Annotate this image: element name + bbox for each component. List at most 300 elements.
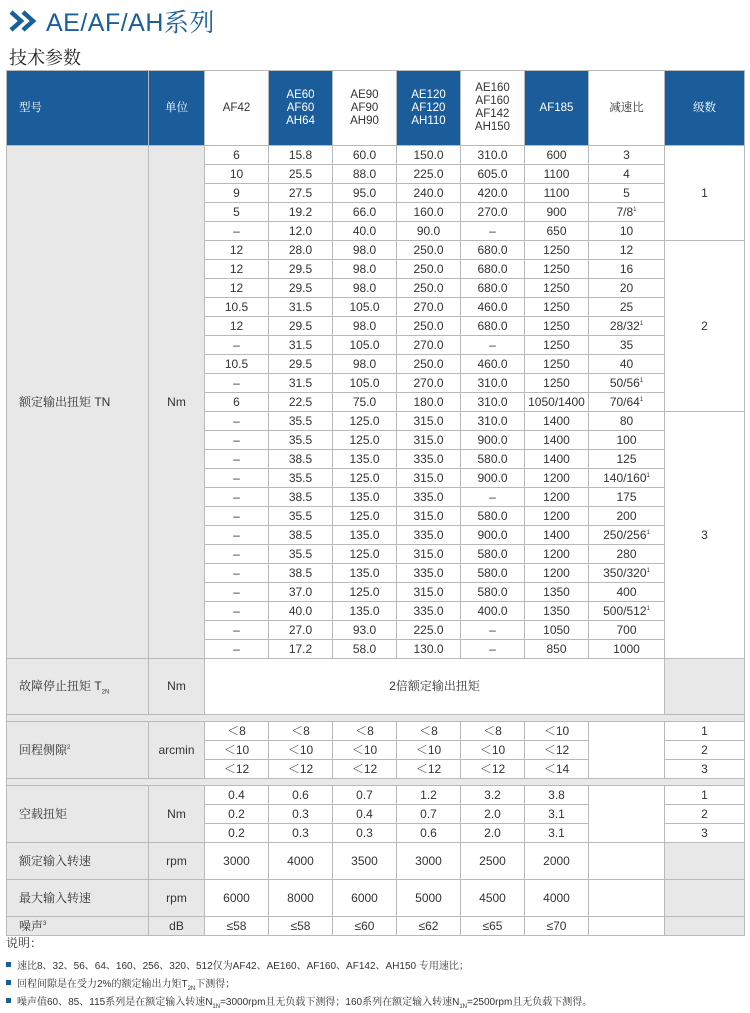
table-cell: 270.0 [461, 203, 525, 222]
table-cell: ＜8 [461, 722, 525, 741]
table-cell: 98.0 [333, 260, 397, 279]
emergency-torque-value: 2倍额定输出扭矩 [205, 659, 665, 715]
table-row [7, 880, 745, 917]
header-col: AE60 AF60 AH64 [269, 71, 333, 146]
table-cell: ＜10 [461, 741, 525, 760]
header-col: AE90 AF90 AH90 [333, 71, 397, 146]
table-cell: 1250 [525, 279, 589, 298]
ratio-cell: $50/56^1$ [589, 374, 665, 393]
empty-cell [589, 917, 665, 936]
table-cell: 125.0 [333, 545, 397, 564]
table-cell: 250.0 [397, 355, 461, 374]
table-cell: 93.0 [333, 621, 397, 640]
table-cell: 315.0 [397, 507, 461, 526]
table-cell: 2000 [525, 843, 589, 880]
table-cell: 2500 [461, 843, 525, 880]
note-item [6, 955, 744, 973]
header-ratio: 减速比 [589, 71, 665, 146]
empty-cell [665, 843, 745, 880]
spec-table [6, 70, 745, 936]
table-cell: – [461, 336, 525, 355]
note-text-part: 回程间隙是在受力2%的额定输出力矩T [17, 978, 188, 990]
table-cell: 315.0 [397, 431, 461, 450]
table-cell: 1250 [525, 336, 589, 355]
table-cell: ≤70 [525, 917, 589, 936]
table-cell: 225.0 [397, 165, 461, 184]
table-cell: ≤60 [333, 917, 397, 936]
table-cell: 335.0 [397, 450, 461, 469]
table-cell: 335.0 [397, 564, 461, 583]
table-cell: 160.0 [397, 203, 461, 222]
rated-torque-unit: Nm [149, 146, 205, 659]
table-cell: 22.5 [269, 393, 333, 412]
table-cell: 315.0 [397, 469, 461, 488]
table-cell: 135.0 [333, 450, 397, 469]
table-cell: 6000 [333, 880, 397, 917]
table-cell: 35.5 [269, 507, 333, 526]
table-row [7, 146, 745, 165]
max-input-speed-label: 最大输入转速 [7, 880, 149, 917]
footnote-mark: 3 [43, 920, 47, 927]
table-cell: 315.0 [397, 412, 461, 431]
table-cell: 250.0 [397, 260, 461, 279]
table-cell: – [205, 374, 269, 393]
ratio-cell: 400 [589, 583, 665, 602]
table-cell: 12.0 [269, 222, 333, 241]
ratio-cell: $500/512^1$ [589, 602, 665, 621]
ratio-cell: 700 [589, 621, 665, 640]
table-cell: 31.5 [269, 374, 333, 393]
table-cell: 35.5 [269, 469, 333, 488]
footnote-mark: 1 [639, 396, 644, 403]
table-cell: 5000 [397, 880, 461, 917]
table-cell: 105.0 [333, 336, 397, 355]
header-col: AF185 [525, 71, 589, 146]
ratio-cell: 25 [589, 298, 665, 317]
table-cell: 1400 [525, 450, 589, 469]
table-cell: 10 [205, 165, 269, 184]
table-cell: 3500 [333, 843, 397, 880]
table-row [7, 779, 745, 786]
table-cell: 38.5 [269, 450, 333, 469]
table-cell: 580.0 [461, 450, 525, 469]
table-cell: ＜8 [269, 722, 333, 741]
note-text [17, 975, 235, 990]
table-cell: ≤62 [397, 917, 461, 936]
table-cell: 250.0 [397, 279, 461, 298]
ratio-cell: 16 [589, 260, 665, 279]
table-cell: 10.5 [205, 298, 269, 317]
table-cell: 0.3 [333, 824, 397, 843]
ratio-cell: 80 [589, 412, 665, 431]
double-chevron-right-icon [8, 9, 42, 33]
ratio-cell: 20 [589, 279, 665, 298]
table-cell: 31.5 [269, 336, 333, 355]
table-cell: – [205, 621, 269, 640]
table-cell: 850 [525, 640, 589, 659]
ratio-cell: $7/8^1$ [589, 203, 665, 222]
subscript: 2N [187, 985, 196, 992]
table-cell: 1.2 [397, 786, 461, 805]
table-cell: – [205, 412, 269, 431]
table-cell: 31.5 [269, 298, 333, 317]
table-cell: – [205, 583, 269, 602]
table-cell: – [461, 640, 525, 659]
table-cell: 4500 [461, 880, 525, 917]
table-cell: 1350 [525, 602, 589, 621]
table-cell: ＜10 [333, 741, 397, 760]
table-cell: ＜12 [269, 760, 333, 779]
table-cell: 1100 [525, 184, 589, 203]
table-cell: ＜12 [333, 760, 397, 779]
table-cell: 0.4 [205, 786, 269, 805]
table-cell: 38.5 [269, 564, 333, 583]
page-header [8, 4, 215, 38]
table-cell: 130.0 [397, 640, 461, 659]
table-cell: ＜12 [205, 760, 269, 779]
table-cell: 28.0 [269, 241, 333, 260]
ratio-cell: $350/320^1$ [589, 564, 665, 583]
header-col: AE120 AF120 AH110 [397, 71, 461, 146]
table-cell: 3.1 [525, 824, 589, 843]
no-load-torque-label: 空载扭矩 [7, 786, 149, 843]
table-cell: 40.0 [333, 222, 397, 241]
table-cell: 135.0 [333, 526, 397, 545]
table-cell: ＜12 [525, 741, 589, 760]
table-cell: – [205, 336, 269, 355]
table-cell: 125.0 [333, 412, 397, 431]
table-row [7, 722, 745, 741]
table-cell: 12 [205, 279, 269, 298]
table-row [7, 715, 745, 722]
table-cell: 0.3 [269, 805, 333, 824]
table-cell: 58.0 [333, 640, 397, 659]
ratio-cell: 12 [589, 241, 665, 260]
table-cell: 335.0 [397, 488, 461, 507]
table-cell: 310.0 [461, 412, 525, 431]
table-cell: 580.0 [461, 507, 525, 526]
table-cell: 1250 [525, 317, 589, 336]
square-bullet-icon [6, 998, 11, 1003]
ratio-cell: 125 [589, 450, 665, 469]
table-cell: 35.5 [269, 412, 333, 431]
table-row [7, 786, 745, 805]
table-cell: ＜14 [525, 760, 589, 779]
page-title: AE/AF/AH系列 [46, 9, 215, 37]
table-cell: 1050 [525, 621, 589, 640]
table-cell: 29.5 [269, 355, 333, 374]
stage-cell: 2 [665, 741, 745, 760]
notes-list [6, 955, 744, 1009]
table-cell: 27.0 [269, 621, 333, 640]
table-cell: 2.0 [461, 805, 525, 824]
table-cell: 98.0 [333, 241, 397, 260]
table-cell: 8000 [269, 880, 333, 917]
notes-title: 说明： [6, 936, 43, 950]
table-cell: – [205, 564, 269, 583]
empty-cell [665, 917, 745, 936]
empty-cell [589, 722, 665, 779]
rated-torque-label: 额定输出扭矩 TN [7, 146, 149, 659]
table-cell: 1250 [525, 298, 589, 317]
table-cell: 1200 [525, 564, 589, 583]
table-cell: 900 [525, 203, 589, 222]
table-cell: 9 [205, 184, 269, 203]
ratio-cell: $250/256^1$ [589, 526, 665, 545]
table-cell: 98.0 [333, 279, 397, 298]
subscript: 2N [101, 689, 110, 696]
header-col: AE160 AF160 AF142 AH150 [461, 71, 525, 146]
table-cell: 2.0 [461, 824, 525, 843]
table-cell: 0.4 [333, 805, 397, 824]
table-cell: 1200 [525, 469, 589, 488]
table-cell: 90.0 [397, 222, 461, 241]
table-cell: 29.5 [269, 317, 333, 336]
table-cell: ＜10 [525, 722, 589, 741]
note-item [6, 991, 744, 1009]
table-cell: 3.8 [525, 786, 589, 805]
table-cell: 37.0 [269, 583, 333, 602]
table-cell: 0.7 [397, 805, 461, 824]
empty-cell [589, 880, 665, 917]
table-cell: 335.0 [397, 526, 461, 545]
stage-cell: 2 [665, 241, 745, 412]
table-cell: 310.0 [461, 374, 525, 393]
backlash-label: 回程侧隙$^2$ [7, 722, 149, 779]
table-cell: 250.0 [397, 241, 461, 260]
table-cell: – [205, 450, 269, 469]
table-cell: 3.2 [461, 786, 525, 805]
table-cell: 315.0 [397, 545, 461, 564]
table-cell: 900.0 [461, 526, 525, 545]
note-text [17, 993, 592, 1008]
note-item [6, 973, 744, 991]
table-cell: 4000 [525, 880, 589, 917]
table-cell: 0.3 [269, 824, 333, 843]
table-row [7, 843, 745, 880]
table-cell: – [205, 222, 269, 241]
stage-cell: 3 [665, 760, 745, 779]
table-cell: 38.5 [269, 526, 333, 545]
header-row [7, 71, 745, 146]
spec-table-body [7, 146, 745, 936]
table-cell: 1250 [525, 374, 589, 393]
table-row [7, 917, 745, 936]
ratio-cell: 4 [589, 165, 665, 184]
table-cell: ＜10 [205, 741, 269, 760]
table-cell: 95.0 [333, 184, 397, 203]
table-cell: 135.0 [333, 564, 397, 583]
table-cell: – [461, 621, 525, 640]
table-cell: – [461, 222, 525, 241]
table-cell: 225.0 [397, 621, 461, 640]
footnote-mark: 1 [646, 605, 650, 612]
header-stage: 级数 [665, 71, 745, 146]
empty-cell [665, 659, 745, 715]
ratio-cell: 3 [589, 146, 665, 165]
subscript: 1N [459, 1003, 467, 1010]
table-cell: ＜10 [397, 741, 461, 760]
table-cell: 680.0 [461, 317, 525, 336]
table-cell: 35.5 [269, 431, 333, 450]
table-cell: 900.0 [461, 431, 525, 450]
subscript: 1N [212, 1003, 221, 1010]
table-cell: 6 [205, 146, 269, 165]
table-cell: 10.5 [205, 355, 269, 374]
table-cell: 3000 [397, 843, 461, 880]
stage-cell: 1 [665, 722, 745, 741]
table-cell: – [205, 602, 269, 621]
table-cell: 98.0 [333, 355, 397, 374]
page-subtitle: 技术参数 [9, 48, 81, 68]
table-cell: 12 [205, 260, 269, 279]
table-cell: – [205, 469, 269, 488]
note-text-part: 噪声值60、85、115系列是在额定输入转速N [17, 996, 213, 1008]
no-load-torque-unit: Nm [149, 786, 205, 843]
ratio-cell: 40 [589, 355, 665, 374]
table-cell: 1200 [525, 507, 589, 526]
table-cell: 150.0 [397, 146, 461, 165]
table-cell: 580.0 [461, 564, 525, 583]
table-cell: 310.0 [461, 146, 525, 165]
table-cell: 580.0 [461, 583, 525, 602]
table-cell: 1200 [525, 545, 589, 564]
noise-label: 噪声$^3$ [7, 917, 149, 936]
table-cell: 88.0 [333, 165, 397, 184]
table-cell: 125.0 [333, 469, 397, 488]
table-cell: ＜12 [461, 760, 525, 779]
table-cell: ≤58 [205, 917, 269, 936]
note-text-part: 下测得； [195, 978, 236, 990]
table-cell: 605.0 [461, 165, 525, 184]
table-cell: 1250 [525, 260, 589, 279]
table-cell: 75.0 [333, 393, 397, 412]
section-break [7, 715, 745, 722]
empty-cell [589, 843, 665, 880]
table-cell: 1200 [525, 488, 589, 507]
footnote-mark: 2 [67, 744, 71, 751]
rated-input-speed-unit: rpm [149, 843, 205, 880]
table-cell: ＜10 [269, 741, 333, 760]
table-cell: 270.0 [397, 374, 461, 393]
note-text-part: =3000rpm且无负载下测得；160系列在额定输入转速N [220, 996, 460, 1008]
footnote-mark: 1 [646, 472, 650, 479]
table-cell: 40.0 [269, 602, 333, 621]
table-cell: 180.0 [397, 393, 461, 412]
table-cell: – [205, 431, 269, 450]
table-cell: 1050/1400 [525, 393, 589, 412]
table-cell: 15.8 [269, 146, 333, 165]
table-cell: 125.0 [333, 507, 397, 526]
section-break [7, 779, 745, 786]
table-cell: 460.0 [461, 355, 525, 374]
table-cell: 29.5 [269, 279, 333, 298]
footnote-mark: 1 [633, 206, 637, 213]
ratio-cell: 100 [589, 431, 665, 450]
ratio-cell: 280 [589, 545, 665, 564]
table-cell: 105.0 [333, 298, 397, 317]
table-cell: 1250 [525, 241, 589, 260]
table-cell: 135.0 [333, 602, 397, 621]
table-cell: 5 [205, 203, 269, 222]
ratio-cell: $140/160^1$ [589, 469, 665, 488]
note-text-part: =2500rpm且无负载下测得。 [466, 996, 593, 1008]
table-cell: 4000 [269, 843, 333, 880]
square-bullet-icon [6, 962, 11, 967]
table-cell: 650 [525, 222, 589, 241]
table-cell: 900.0 [461, 469, 525, 488]
table-cell: – [205, 526, 269, 545]
table-cell: 12 [205, 241, 269, 260]
table-cell: ＜8 [205, 722, 269, 741]
table-cell: 60.0 [333, 146, 397, 165]
ratio-cell: 200 [589, 507, 665, 526]
stage-cell: 3 [665, 824, 745, 843]
table-cell: 1350 [525, 583, 589, 602]
header-model: 型号 [7, 71, 149, 146]
emergency-torque-label: 故障停止扭矩 $T_{2N}$ [7, 659, 149, 715]
table-cell: – [461, 488, 525, 507]
table-cell: 3.1 [525, 805, 589, 824]
table-cell: 6000 [205, 880, 269, 917]
table-cell: 27.5 [269, 184, 333, 203]
table-cell: 35.5 [269, 545, 333, 564]
table-cell: ＜12 [397, 760, 461, 779]
table-cell: ＜8 [397, 722, 461, 741]
table-cell: 25.5 [269, 165, 333, 184]
rated-input-speed-label: 额定输入转速 [7, 843, 149, 880]
stage-cell: 3 [665, 412, 745, 659]
max-input-speed-unit: rpm [149, 880, 205, 917]
header-unit: 单位 [149, 71, 205, 146]
table-cell: – [205, 545, 269, 564]
table-cell: 240.0 [397, 184, 461, 203]
stage-cell: 1 [665, 146, 745, 241]
table-cell: 1250 [525, 355, 589, 374]
table-cell: 680.0 [461, 260, 525, 279]
table-cell: 270.0 [397, 298, 461, 317]
table-cell: 29.5 [269, 260, 333, 279]
table-cell: 0.7 [333, 786, 397, 805]
table-cell: 680.0 [461, 241, 525, 260]
table-cell: 0.2 [205, 824, 269, 843]
table-cell: 1100 [525, 165, 589, 184]
table-cell: 0.6 [269, 786, 333, 805]
table-cell: 105.0 [333, 374, 397, 393]
table-cell: 420.0 [461, 184, 525, 203]
ratio-cell: 5 [589, 184, 665, 203]
table-cell: 66.0 [333, 203, 397, 222]
table-cell: 125.0 [333, 431, 397, 450]
emergency-torque-unit: Nm [149, 659, 205, 715]
stage-cell: 1 [665, 786, 745, 805]
table-cell: 3000 [205, 843, 269, 880]
table-cell: 580.0 [461, 545, 525, 564]
table-cell: – [205, 640, 269, 659]
ratio-cell: 175 [589, 488, 665, 507]
table-cell: 38.5 [269, 488, 333, 507]
table-cell: 310.0 [461, 393, 525, 412]
table-cell: 335.0 [397, 602, 461, 621]
table-cell: 680.0 [461, 279, 525, 298]
table-cell: ≤65 [461, 917, 525, 936]
table-cell: 125.0 [333, 583, 397, 602]
table-cell: 98.0 [333, 317, 397, 336]
table-cell: 1400 [525, 412, 589, 431]
table-row [7, 659, 745, 715]
table-cell: 135.0 [333, 488, 397, 507]
table-cell: 270.0 [397, 336, 461, 355]
